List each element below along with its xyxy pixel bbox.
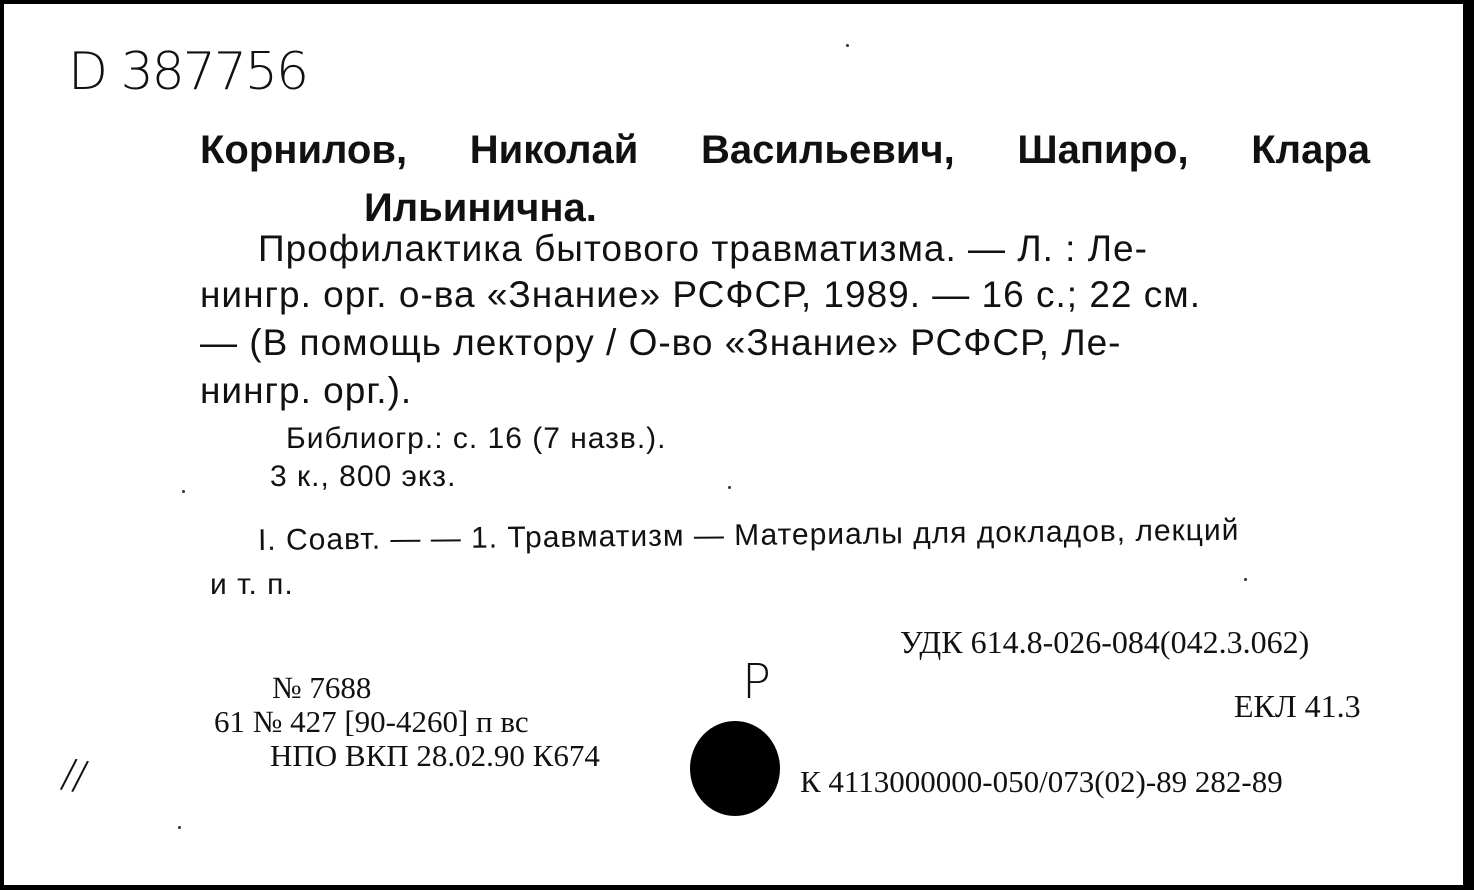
author-surname-1: Корнилов, xyxy=(200,128,408,172)
author-name-2: Клара xyxy=(1251,128,1370,172)
speck xyxy=(182,490,185,493)
speck xyxy=(178,826,181,829)
margin-mark: // xyxy=(58,750,89,800)
catalog-code: К 4113000000-050/073(02)-89 282-89 xyxy=(800,764,1283,799)
catalog-card xyxy=(4,4,1463,885)
author-patronymic-2: Ильинична. xyxy=(364,186,597,230)
author-patronymic-1: Васильевич, xyxy=(701,128,955,172)
subject-headings-cont: и т. п. xyxy=(210,568,294,601)
title-line-2: нингр. орг. о-ва «Знание» РСФСР, 1989. — 16 с.; 22 см. xyxy=(200,274,1201,315)
order-number: № 7688 xyxy=(272,670,372,705)
speck xyxy=(846,44,849,47)
author-surname-2: Шапиро, xyxy=(1017,128,1189,172)
subject-headings: I. Соавт. — — 1. Травматизм — Материалы для докладов, лекций xyxy=(257,513,1240,557)
speck xyxy=(1244,578,1247,581)
title-line-1: Профилактика бытового травматизма. — Л. : Ле- xyxy=(258,228,1148,269)
authors-line xyxy=(200,128,1370,173)
price-copies: 3 к., 800 экз. xyxy=(270,460,457,493)
print-info: 61 № 427 [90-4260] п вс xyxy=(214,704,529,739)
inventory-number: D 387756 xyxy=(68,42,308,102)
speck xyxy=(728,486,731,489)
npo-line: НПО ВКП 28.02.90 К674 xyxy=(270,738,600,773)
author-name-1: Николай xyxy=(469,128,639,172)
udk-code: УДК 614.8-026-084(042.3.062) xyxy=(900,624,1310,660)
bibliography-note: Библиогр.: с. 16 (7 назв.). xyxy=(286,422,667,455)
title-line-4: нингр. орг.). xyxy=(200,370,413,411)
ekl-code: ЕКЛ 41.3 xyxy=(1234,688,1361,724)
handwritten-mark: Р xyxy=(742,654,769,710)
punch-hole xyxy=(690,721,780,816)
title-line-3: — (В помощь лектору / О-во «Знание» РСФСР, Ле- xyxy=(200,322,1122,363)
